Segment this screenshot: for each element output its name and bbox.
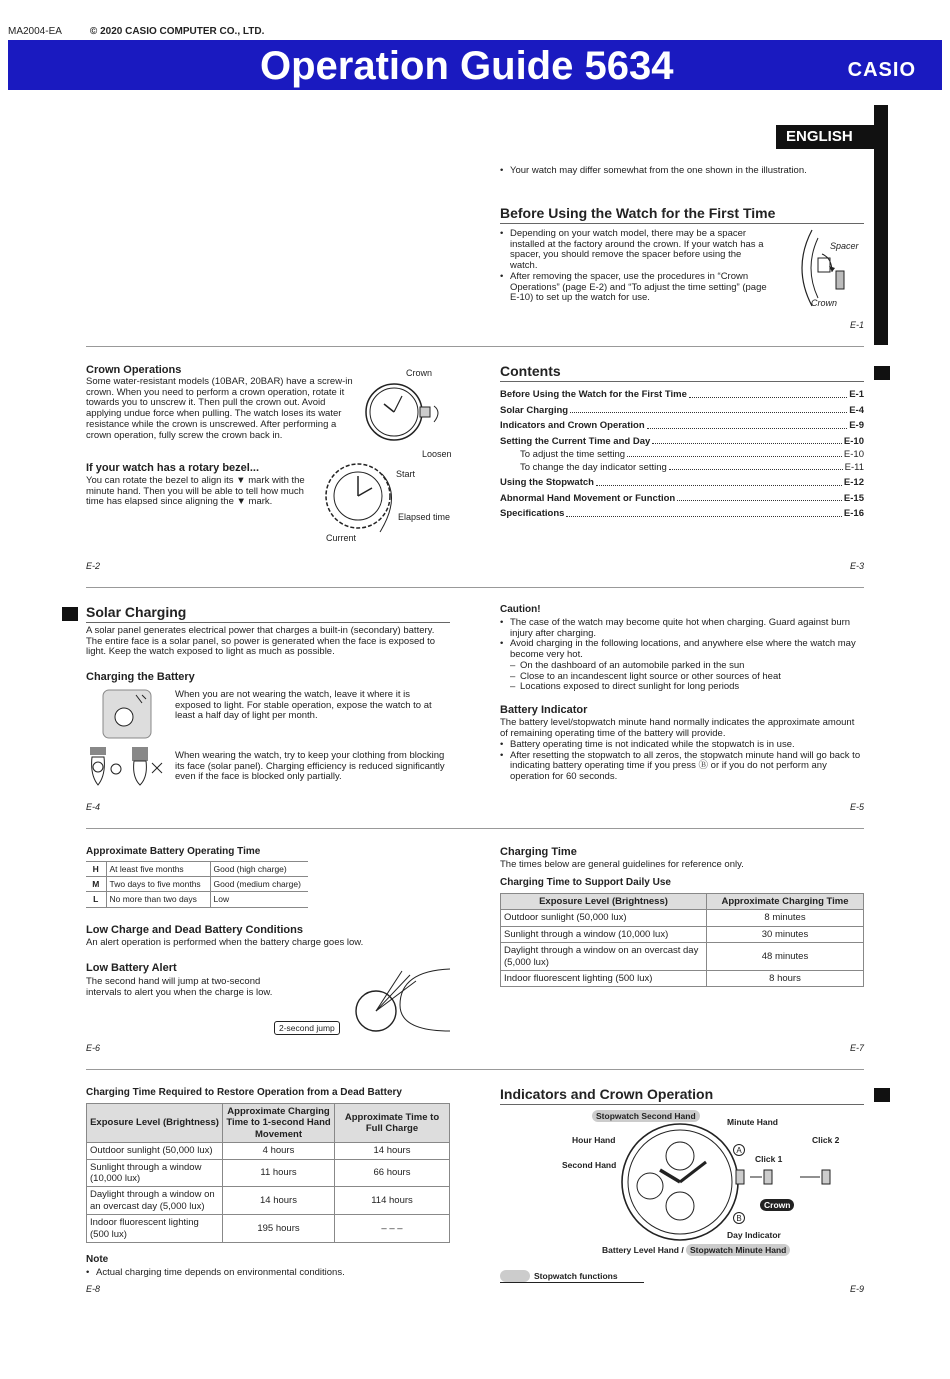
caution-title: Caution!: [500, 604, 541, 615]
toc-label: Setting the Current Time and Day: [500, 435, 651, 447]
page-separator: [86, 346, 864, 347]
page-number: E-2: [86, 561, 101, 571]
page-number: E-3: [850, 561, 865, 571]
level-cell: L: [86, 892, 106, 907]
sunlight-watch-icon: [102, 689, 152, 739]
crown-operations-title: Crown Operations: [86, 364, 182, 376]
toc-leader: [677, 500, 842, 501]
toc-leader: [669, 469, 843, 470]
second-hand-jump-icon: [330, 965, 452, 1035]
caution-subitem: – Close to an incandescent light source or other sources of heat: [500, 672, 864, 683]
table-row: [501, 910, 864, 926]
table-row: [87, 1187, 450, 1215]
page-number: E-8: [86, 1284, 101, 1294]
battery-indicator-text: The battery level/stopwatch minute hand normally indicates the approximate amount of remaining operating time of the battery will provide.: [500, 717, 855, 739]
note-title: Note: [86, 1254, 109, 1265]
caution-subitem: – Locations exposed to direct sunlight for long periods: [500, 682, 864, 693]
caution-item: • The case of the watch may become quite hot when charging. Guard against burn injury after charging.: [500, 618, 864, 639]
document-header-meta: [8, 26, 264, 38]
first-use-bullet: • After removing the spacer, use the procedures in “Crown Operations” (page E-2) and “To adjust the time setting” (page E-10) to set up the watch for use.: [500, 272, 768, 304]
toc-entry[interactable]: [500, 401, 864, 417]
table-row: [87, 1215, 450, 1243]
charging-time-cell: 8 minutes: [707, 910, 864, 926]
toc-entry[interactable]: [500, 489, 864, 505]
low-charge-title: Low Charge and Dead Battery Conditions: [86, 924, 303, 936]
crown-label: Crown: [811, 298, 838, 308]
charging-battery-title: Charging the Battery: [86, 671, 195, 683]
section-marker: [874, 1088, 890, 1102]
toc-entry[interactable]: [500, 504, 864, 520]
toc-entry[interactable]: [500, 447, 864, 460]
toc-leader: [596, 485, 842, 486]
spacer-watch-icon: [792, 228, 862, 308]
divider: [500, 1104, 864, 1105]
exposure-cell: Indoor fluorescent lighting (500 lux): [87, 1215, 223, 1243]
low-battery-alert-title: Low Battery Alert: [86, 962, 177, 974]
full-charge-cell: 66 hours: [335, 1159, 450, 1187]
exposure-cell: Daylight through a window on an overcast day (5,000 lux): [87, 1187, 223, 1215]
page-separator: [86, 1069, 864, 1070]
copyright: © 2020 CASIO COMPUTER CO., LTD.: [89, 26, 265, 37]
table-row: [501, 943, 864, 971]
toc-page: E-11: [844, 461, 864, 473]
toc-label: Solar Charging: [500, 404, 569, 416]
divider: [500, 381, 864, 382]
section-marker: [62, 607, 78, 621]
divider: [86, 622, 450, 623]
movement-time-cell: 11 hours: [223, 1159, 335, 1187]
low-charge-text: An alert operation is performed when the battery charge goes low.: [86, 937, 364, 948]
elapsed-time-label: Elapsed time: [398, 512, 451, 522]
toc-leader: [627, 456, 842, 457]
document-title: Operation Guide 5634: [260, 44, 674, 88]
first-use-bullet: • Depending on your watch model, there may be a spacer installed at the factory around the crown. If your watch has a spacer, you should remove the spacer before using the watch.: [500, 229, 768, 272]
rotary-bezel-title: If your watch has a rotary bezel...: [86, 462, 259, 474]
click2-label: Click 2: [812, 1135, 840, 1145]
stopwatch-second-label: Stopwatch Second Hand: [592, 1110, 700, 1122]
first-use-bullets: [500, 229, 768, 304]
toc-label: Before Using the Watch for the First Time: [500, 389, 687, 401]
charging-text-1: When you are not wearing the watch, leave it where it is exposed to light. For stable operation, expose the watch to at least a half day of light per month.: [175, 689, 432, 722]
spacer-label: Spacer: [830, 241, 859, 251]
toc-label: Abnormal Hand Movement or Function: [500, 492, 676, 504]
charging-time-intro: The times below are general guidelines for reference only.: [500, 859, 744, 870]
battery-bullet: • Battery operating time is not indicated while the stopwatch is in use.: [500, 740, 864, 751]
toc-label: To change the day indicator setting: [520, 461, 667, 473]
crown-operations-text: Some water-resistant models (10BAR, 20BAR) have a screw-in crown. When you need to perform a crown operation, rotate it towards you to unscrew it. Then pull the crown out. Avoid applying undue force when pulling. The watch loses its water resistance while the crown is unscrewed. After performing a crown operation, fully screw the crown back in.: [86, 376, 353, 441]
table-row: [87, 1159, 450, 1187]
battery-indicator-title: Battery Indicator: [500, 704, 588, 716]
time-cell: At least five months: [106, 862, 210, 877]
toc-page: E-15: [843, 492, 864, 504]
document-code: MA2004-EA: [8, 26, 62, 37]
two-second-jump-label: 2-second jump: [274, 1021, 340, 1035]
toc-page: E-10: [843, 435, 864, 447]
rotary-bezel-text: You can rotate the bezel to align its ▼ mark with the minute hand. Then you will be able to tell how much time has elapsed since aligning the ▼ mark.: [86, 475, 305, 508]
page-number: E-6: [86, 1043, 101, 1053]
toc-label: Indicators and Crown Operation: [500, 420, 645, 432]
illustration-note: [500, 166, 840, 177]
level-cell: H: [86, 862, 106, 877]
table-header: Exposure Level (Brightness): [87, 1104, 223, 1143]
watch-crown-icon: [362, 378, 442, 448]
hour-hand-label: Hour Hand: [572, 1135, 616, 1145]
toc-leader: [566, 516, 842, 517]
full-charge-cell: 14 hours: [335, 1143, 450, 1159]
stopwatch-minute-label: Stopwatch Minute Hand: [686, 1244, 790, 1256]
time-cell: Two days to five months: [106, 877, 210, 892]
page-number: E-1: [850, 320, 865, 330]
page-number: E-7: [850, 1043, 865, 1053]
crown-label: Crown: [406, 368, 433, 378]
illustration-note-text: • Your watch may differ somewhat from the one shown in the illustration.: [500, 166, 840, 177]
toc-page: E-4: [849, 404, 864, 416]
movement-time-cell: 4 hours: [223, 1143, 335, 1159]
exposure-cell: Daylight through a window on an overcast day (5,000 lux): [501, 943, 707, 971]
legend-underline: [500, 1282, 644, 1283]
legend-label: Stopwatch functions: [534, 1271, 618, 1281]
section-marker: [874, 366, 890, 380]
caution-subitem: – On the dashboard of an automobile parked in the sun: [500, 661, 864, 672]
table-row: [86, 862, 308, 877]
toc-leader: [647, 428, 848, 429]
caution-item: • Avoid charging in the following locations, and anywhere else where the watch may become very hot.: [500, 639, 864, 660]
toc-page: E-1: [849, 389, 864, 401]
exposure-cell: Outdoor sunlight (50,000 lux): [87, 1143, 223, 1159]
title-banner: [8, 40, 942, 90]
state-cell: Low: [210, 892, 308, 907]
page-separator: [86, 828, 864, 829]
toc-page: E-10: [843, 448, 864, 460]
toc-entry[interactable]: [500, 385, 864, 401]
toc-label: Using the Stopwatch: [500, 477, 594, 489]
table-row: [87, 1143, 450, 1159]
minute-hand-label: Minute Hand: [727, 1117, 778, 1127]
state-cell: Good (high charge): [210, 862, 308, 877]
page-number: E-9: [850, 1284, 865, 1294]
time-cell: No more than two days: [106, 892, 210, 907]
toc-entry[interactable]: [500, 416, 864, 432]
note-text: • Actual charging time depends on environmental conditions.: [86, 1268, 446, 1279]
charging-text-2: When wearing the watch, try to keep your clothing from blocking its face (solar panel). Charging efficiency is reduced significantly even if the face is blocked only partially.: [175, 750, 445, 783]
table-row: [86, 877, 308, 892]
exposure-cell: Sunlight through a window (10,000 lux): [501, 926, 707, 942]
battery-time-table: [86, 861, 308, 908]
daily-charging-table: [500, 893, 864, 987]
charging-time-cell: 48 minutes: [707, 943, 864, 971]
dead-battery-title: Charging Time Required to Restore Operation from a Dead Battery: [86, 1087, 402, 1098]
charging-time-cell: 30 minutes: [707, 926, 864, 942]
current-label: Current: [326, 533, 357, 543]
toc-leader: [689, 397, 847, 398]
battery-bullet: • After resetting the stopwatch to all zeros, the stopwatch minute hand will go back to indicating battery operating time if you press Ⓑ or if you do not perform any operation for 60 seconds.: [500, 751, 864, 783]
divider: [500, 223, 864, 224]
state-cell: Good (medium charge): [210, 877, 308, 892]
exposure-cell: Sunlight through a window (10,000 lux): [87, 1159, 223, 1187]
toc-entry[interactable]: [500, 473, 864, 489]
toc-label: Specifications: [500, 508, 565, 520]
toc-entry[interactable]: [500, 432, 864, 448]
toc-leader: [570, 412, 847, 413]
button-a-marker: A: [733, 1144, 745, 1156]
table-header: Approximate Charging Time: [707, 894, 864, 910]
legend-swatch: [500, 1270, 530, 1282]
page-number: E-5: [850, 802, 865, 812]
page-separator: [86, 587, 864, 588]
table-row: [501, 926, 864, 942]
language-tab: ENGLISH: [776, 125, 888, 149]
toc-page: E-12: [843, 477, 864, 489]
charging-time-title: Charging Time: [500, 846, 577, 858]
first-use-title: Before Using the Watch for the First Time: [500, 205, 776, 221]
dead-battery-table: [86, 1103, 450, 1243]
loosen-label: Loosen: [422, 449, 452, 459]
low-battery-alert-text: The second hand will jump at two-second intervals to alert you when the charge is low.: [86, 976, 273, 998]
crown-label: Crown: [760, 1199, 794, 1211]
toc-label: To adjust the time setting: [520, 448, 626, 460]
movement-time-cell: 195 hours: [223, 1215, 335, 1243]
full-charge-cell: 114 hours: [335, 1187, 450, 1215]
battery-indicator-bullets: [500, 740, 864, 783]
table-header: Approximate Charging Time to 1-second Hand Movement: [223, 1104, 335, 1143]
battery-level-label: Battery Level Hand /: [602, 1245, 684, 1255]
note-list: [86, 1268, 446, 1279]
sleeve-comparison-icon: [86, 745, 166, 789]
solar-intro: A solar panel generates electrical power that charges a built-in (secondary) battery. The entire face is a solar panel, so power is generated when the face is exposed to light. Keep the watch exposed to light as much as possible.: [86, 625, 436, 658]
table-header: Approximate Time to Full Charge: [335, 1104, 450, 1143]
caution-list: [500, 618, 864, 693]
toc-page: E-16: [843, 508, 864, 520]
daily-charging-title: Charging Time to Support Daily Use: [500, 877, 671, 888]
second-hand-label: Second Hand: [562, 1160, 617, 1170]
toc-leader: [652, 443, 842, 444]
movement-time-cell: 14 hours: [223, 1187, 335, 1215]
contents-title: Contents: [500, 363, 561, 379]
solar-charging-title: Solar Charging: [86, 604, 187, 620]
table-row: [86, 892, 308, 907]
exposure-cell: Indoor fluorescent lighting (500 lux): [501, 970, 707, 986]
start-label: Start: [396, 469, 416, 479]
page-number: E-4: [86, 802, 101, 812]
table-of-contents: [500, 385, 864, 520]
charging-time-cell: 8 hours: [707, 970, 864, 986]
table-header: Exposure Level (Brightness): [501, 894, 707, 910]
toc-page: E-9: [849, 420, 864, 432]
day-indicator-label: Day Indicator: [727, 1230, 781, 1240]
exposure-cell: Outdoor sunlight (50,000 lux): [501, 910, 707, 926]
toc-entry[interactable]: [500, 460, 864, 473]
full-charge-cell: – – –: [335, 1215, 450, 1243]
casio-logo: CASIO: [847, 59, 916, 81]
level-cell: M: [86, 877, 106, 892]
battery-time-title: Approximate Battery Operating Time: [86, 846, 261, 857]
table-row: [501, 970, 864, 986]
indicators-title: Indicators and Crown Operation: [500, 1086, 714, 1102]
click1-label: Click 1: [755, 1154, 783, 1164]
button-b-marker: B: [733, 1212, 745, 1224]
